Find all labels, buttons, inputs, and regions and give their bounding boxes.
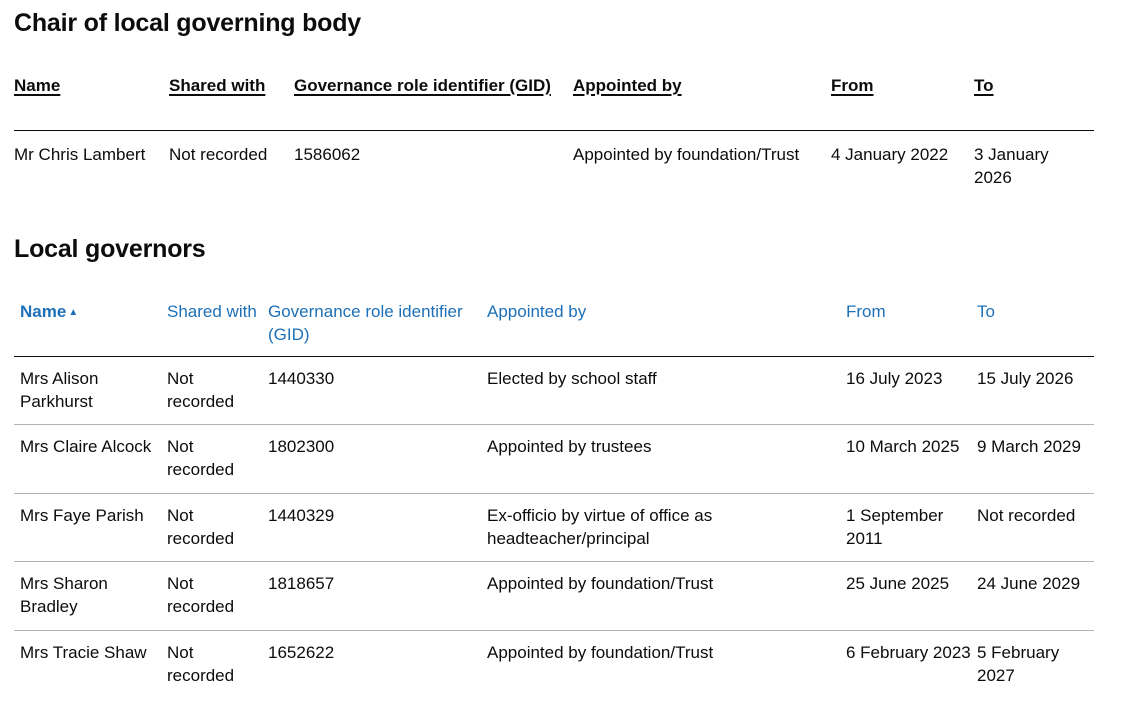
sort-by-from-header[interactable]: From bbox=[846, 298, 977, 356]
local-governors-title: Local governors bbox=[14, 235, 206, 263]
sort-by-gid-header[interactable]: Governance role identifier (GID) bbox=[268, 298, 487, 356]
chair-header-shared-with: Shared with bbox=[169, 72, 294, 130]
local-governors-table bbox=[14, 298, 1094, 699]
chair-header-from: From bbox=[831, 72, 974, 130]
chair-header-appointed-by: Appointed by bbox=[573, 72, 831, 130]
chair-shared-with-cell: Not recorded bbox=[169, 144, 268, 164]
governor-appointed-by-cell: Elected by school staff bbox=[487, 356, 846, 425]
governor-from-cell: 6 February 2023 bbox=[846, 642, 971, 662]
governor-gid-cell: 1440329 bbox=[268, 493, 487, 562]
governor-name-cell: Mrs Faye Parish bbox=[14, 493, 167, 562]
governor-to-cell: 5 February 2027 bbox=[977, 642, 1060, 685]
governor-from-cell: 16 July 2023 bbox=[846, 356, 977, 425]
governor-gid-cell: 1802300 bbox=[268, 425, 487, 494]
governor-name-cell: Mrs Sharon Bradley bbox=[14, 562, 167, 631]
table-row bbox=[14, 130, 1094, 194]
governor-from-cell: 1 September 2011 bbox=[846, 493, 977, 562]
table-row bbox=[14, 630, 1094, 699]
chair-gid-cell: 1586062 bbox=[294, 144, 361, 164]
governor-gid-cell: 1818657 bbox=[268, 562, 487, 631]
governor-from-cell: 10 March 2025 bbox=[846, 425, 977, 494]
table-row bbox=[14, 562, 1094, 631]
governor-gid-cell: 1652622 bbox=[268, 642, 335, 662]
table-row bbox=[14, 493, 1094, 562]
sort-by-to-header[interactable]: To bbox=[977, 298, 1094, 356]
governor-shared-with-cell: Not recorded bbox=[167, 356, 268, 425]
governor-to-cell: Not recorded bbox=[977, 493, 1094, 562]
governor-name-cell: Mrs Tracie Shaw bbox=[20, 642, 147, 662]
governor-appointed-by-cell: Appointed by foundation/Trust bbox=[487, 642, 714, 662]
chair-header-to: To bbox=[974, 72, 1094, 130]
governor-shared-with-cell: Not recorded bbox=[167, 493, 268, 562]
chair-table-header-row bbox=[14, 72, 1094, 130]
governor-shared-with-cell: Not recorded bbox=[167, 642, 235, 685]
chair-table bbox=[14, 72, 1094, 194]
chair-header-gid: Governance role identifier (GID) bbox=[294, 72, 573, 130]
local-table-header-row bbox=[14, 298, 1094, 356]
sort-by-appointed-by-header[interactable]: Appointed by bbox=[487, 298, 846, 356]
chair-header-name: Name bbox=[14, 72, 169, 130]
chair-name-cell: Mr Chris Lambert bbox=[14, 144, 146, 164]
governor-shared-with-cell: Not recorded bbox=[167, 425, 268, 494]
chair-appointed-by-cell: Appointed by foundation/Trust bbox=[573, 144, 800, 164]
sort-ascending-icon: ▲ bbox=[68, 307, 79, 318]
governor-to-cell: 15 July 2026 bbox=[977, 356, 1094, 425]
chair-from-cell: 4 January 2022 bbox=[831, 144, 949, 164]
governor-from-cell: 25 June 2025 bbox=[846, 562, 977, 631]
sort-by-name-label[interactable]: Name bbox=[20, 302, 67, 321]
governor-appointed-by-cell: Appointed by trustees bbox=[487, 425, 846, 494]
governor-to-cell: 24 June 2029 bbox=[977, 562, 1094, 631]
governor-shared-with-cell: Not recorded bbox=[167, 562, 268, 631]
sort-by-name-header[interactable] bbox=[14, 298, 167, 356]
governor-appointed-by-cell: Ex-officio by virtue of office as headteacher/principal bbox=[487, 493, 846, 562]
governor-appointed-by-cell: Appointed by foundation/Trust bbox=[487, 562, 846, 631]
chair-section-title: Chair of local governing body bbox=[14, 9, 362, 37]
table-row bbox=[14, 356, 1094, 425]
governor-name-cell: Mrs Claire Alcock bbox=[14, 425, 167, 494]
governor-gid-cell: 1440330 bbox=[268, 356, 487, 425]
chair-to-cell: 3 January 2026 bbox=[974, 144, 1049, 187]
sort-by-shared-with-header[interactable]: Shared with bbox=[167, 298, 268, 356]
table-row bbox=[14, 425, 1094, 494]
governor-name-cell: Mrs Alison Parkhurst bbox=[14, 356, 167, 425]
governor-to-cell: 9 March 2029 bbox=[977, 425, 1094, 494]
